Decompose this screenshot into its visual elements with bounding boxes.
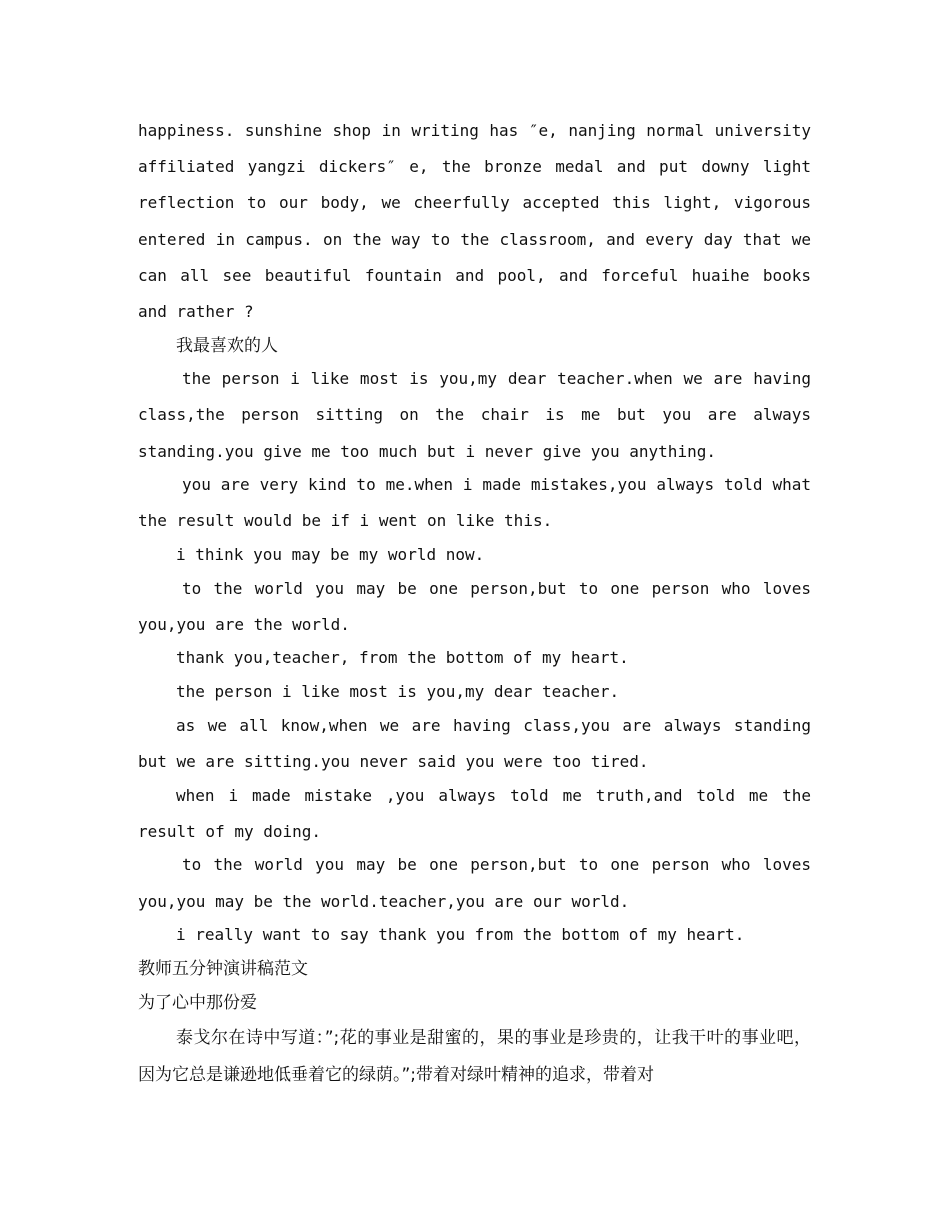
paragraph-tagore: 泰戈尔在诗中写道：”;花的事业是甜蜜的，果的事业是珍贵的，让我干叶的事业吧，因为它总是谦逊地低垂着它的绿荫。”;带着对绿叶精神的追求，带着对	[138, 1028, 811, 1085]
paragraph-to-the-world: to the world you may be one person,but to one person who loves you,you are the world.	[138, 578, 811, 634]
paragraph-person-i-like: the person i like most is you,my dear teacher.when we are having class,the person sitting on the chair is me but you are always standing.you give me too much but i never give you anything.	[138, 369, 811, 461]
paragraph-happiness: happiness. sunshine shop in writing has ″e, nanjing normal university affiliated yangzi dickers″ e, the bronze medal and put downy light reflection to our body, we cheerfully accepted this light, vigorous entered in campus. on the way to the classroom, and every day that we can all see beautiful fountain and pool, and forceful huaihe books and rather ?	[138, 121, 811, 322]
paragraph-really-want: i really want to say thank you from the bottom of my heart.	[176, 925, 745, 945]
paragraph-made-mistake: when i made mistake ,you always told me truth,and told me the result of my doing.	[138, 785, 811, 841]
heading-favorite-person: 我最喜欢的人	[176, 335, 278, 356]
paragraph-kind-to-me: you are very kind to me.when i made mistakes,you always told what the result would be if i went on like this.	[138, 475, 811, 531]
section-title: 教师五分钟演讲稿范文	[138, 959, 308, 980]
section-subtitle: 为了心中那份爱	[138, 992, 257, 1013]
paragraph-my-world: i think you may be my world now.	[176, 545, 485, 565]
document-page	[138, 113, 811, 1093]
paragraph-thank-you: thank you,teacher, from the bottom of my heart.	[176, 648, 629, 668]
paragraph-like-most: the person i like most is you,my dear teacher.	[176, 682, 620, 702]
paragraph-as-we-know: as we all know,when we are having class,you are always standing but we are sitting.you never said you were too tired.	[138, 715, 811, 771]
paragraph-our-world: to the world you may be one person,but to one person who loves you,you may be the world.teacher,you are our world.	[138, 855, 811, 911]
